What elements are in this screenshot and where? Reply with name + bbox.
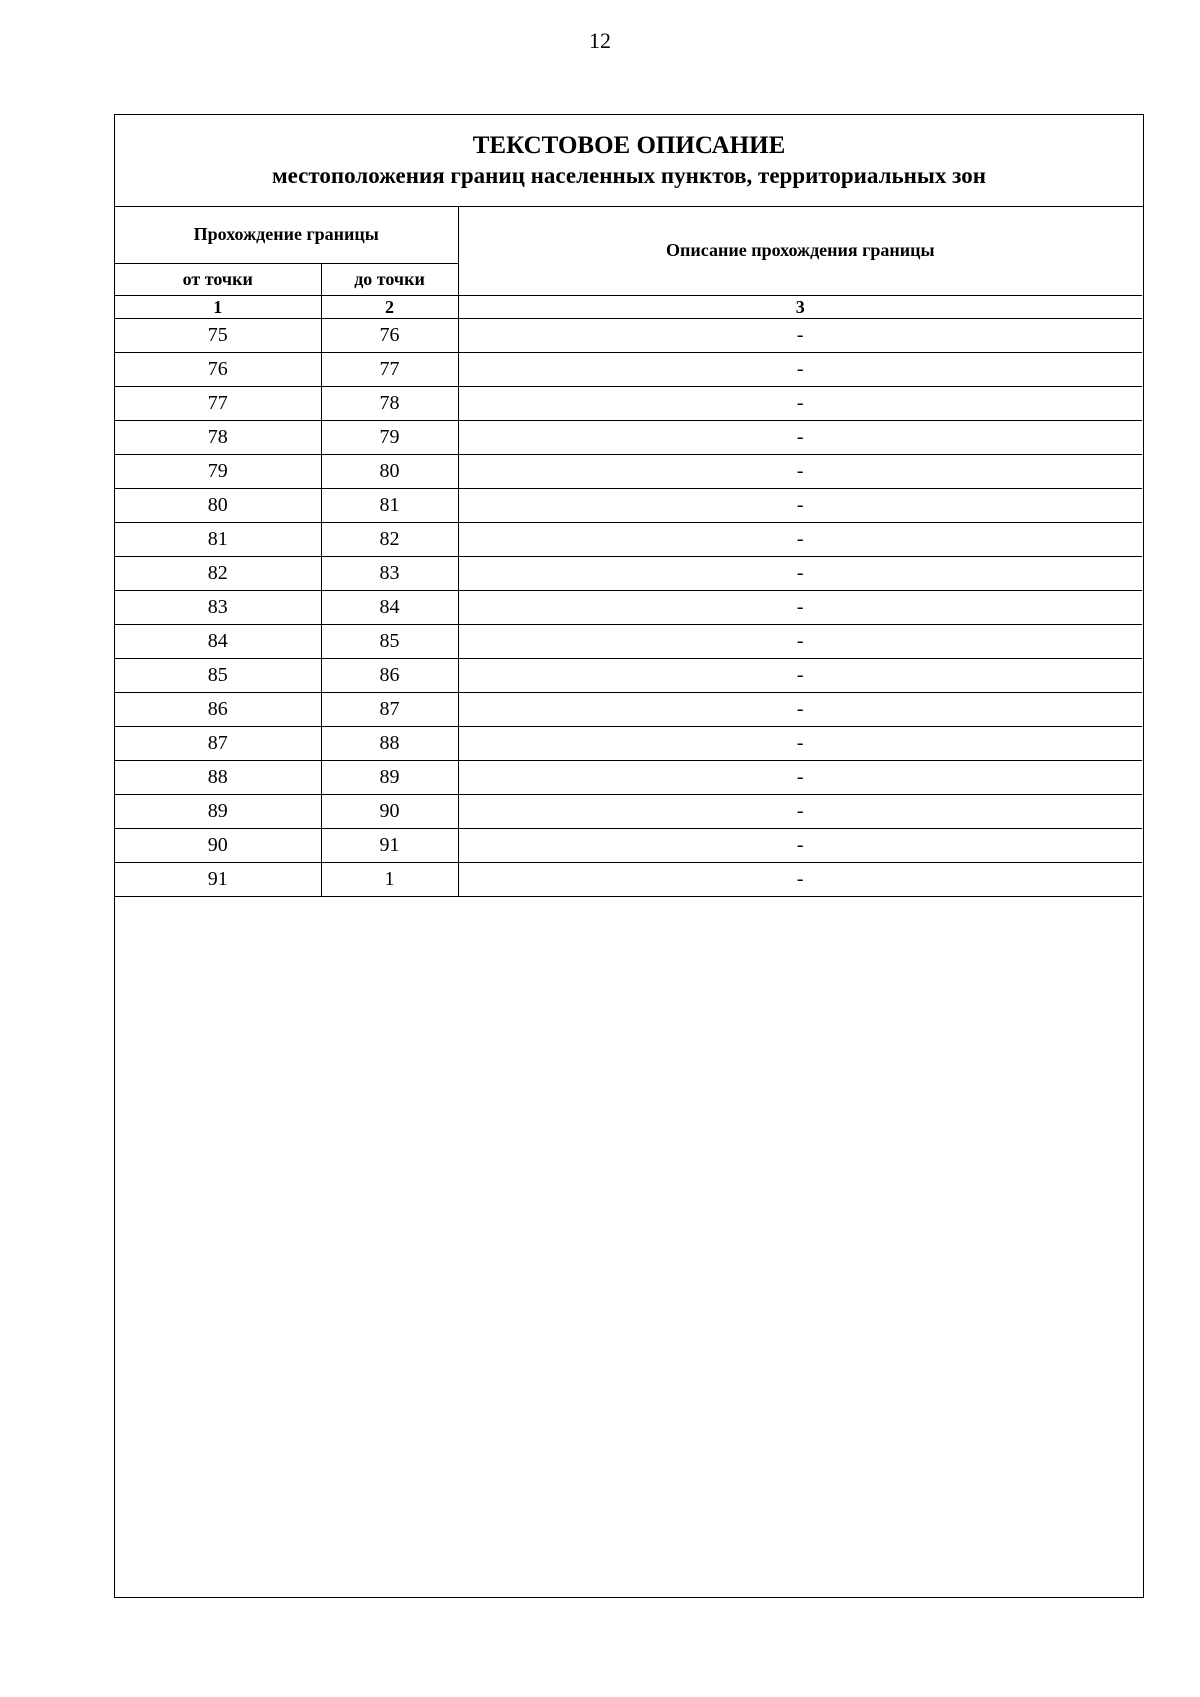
to-point-cell: 78 (321, 386, 458, 420)
table-row (115, 624, 1142, 658)
from-point-cell: 89 (115, 794, 321, 828)
from-point-cell: 88 (115, 760, 321, 794)
description-cell: - (458, 624, 1142, 658)
description-cell: - (458, 488, 1142, 522)
from-point-cell: 86 (115, 692, 321, 726)
description-cell: - (458, 658, 1142, 692)
from-point-cell: 79 (115, 454, 321, 488)
table-row (115, 692, 1142, 726)
description-cell: - (458, 454, 1142, 488)
table-body (115, 318, 1142, 896)
from-point-cell: 90 (115, 828, 321, 862)
to-point-cell: 76 (321, 318, 458, 352)
from-point-cell: 83 (115, 590, 321, 624)
table-row (115, 828, 1142, 862)
title-block (115, 115, 1143, 207)
from-point-cell: 82 (115, 556, 321, 590)
description-cell: - (458, 692, 1142, 726)
header-col-number: 2 (321, 295, 458, 318)
description-cell: - (458, 318, 1142, 352)
from-point-cell: 78 (115, 420, 321, 454)
to-point-cell: 89 (321, 760, 458, 794)
header-from-point: от точки (115, 263, 321, 295)
header-col-number: 1 (115, 295, 321, 318)
table-row (115, 590, 1142, 624)
description-cell: - (458, 386, 1142, 420)
from-point-cell: 76 (115, 352, 321, 386)
document-title: ТЕКСТОВОЕ ОПИСАНИЕ (472, 132, 786, 159)
description-cell: - (458, 522, 1142, 556)
table-row (115, 658, 1142, 692)
to-point-cell: 80 (321, 454, 458, 488)
table-row (115, 352, 1142, 386)
to-point-cell: 87 (321, 692, 458, 726)
description-cell: - (458, 420, 1142, 454)
from-point-cell: 91 (115, 862, 321, 896)
boundary-table (115, 207, 1142, 897)
table-row (115, 760, 1142, 794)
from-point-cell: 81 (115, 522, 321, 556)
from-point-cell: 75 (115, 318, 321, 352)
table-row (115, 488, 1142, 522)
description-cell: - (458, 726, 1142, 760)
page-number: 12 (589, 28, 611, 53)
from-point-cell: 84 (115, 624, 321, 658)
table-row (115, 862, 1142, 896)
table-row (115, 522, 1142, 556)
table-row (115, 454, 1142, 488)
table-row (115, 556, 1142, 590)
document-subtitle: местоположения границ населенных пунктов, территориальных зон (272, 163, 986, 188)
description-cell: - (458, 828, 1142, 862)
to-point-cell: 86 (321, 658, 458, 692)
to-point-cell: 90 (321, 794, 458, 828)
to-point-cell: 91 (321, 828, 458, 862)
to-point-cell: 79 (321, 420, 458, 454)
from-point-cell: 80 (115, 488, 321, 522)
from-point-cell: 87 (115, 726, 321, 760)
table-row (115, 420, 1142, 454)
table-row (115, 386, 1142, 420)
to-point-cell: 81 (321, 488, 458, 522)
to-point-cell: 88 (321, 726, 458, 760)
to-point-cell: 82 (321, 522, 458, 556)
header-to-point: до точки (321, 263, 458, 295)
to-point-cell: 84 (321, 590, 458, 624)
from-point-cell: 85 (115, 658, 321, 692)
from-point-cell: 77 (115, 386, 321, 420)
document-frame (114, 114, 1144, 1598)
to-point-cell: 77 (321, 352, 458, 386)
description-cell: - (458, 794, 1142, 828)
to-point-cell: 85 (321, 624, 458, 658)
description-cell: - (458, 590, 1142, 624)
to-point-cell: 1 (321, 862, 458, 896)
description-cell: - (458, 352, 1142, 386)
description-cell: - (458, 760, 1142, 794)
description-cell: - (458, 556, 1142, 590)
header-description: Описание прохождения границы (458, 207, 1142, 295)
table-row (115, 794, 1142, 828)
table-row (115, 726, 1142, 760)
table-row (115, 318, 1142, 352)
description-cell: - (458, 862, 1142, 896)
header-col-number: 3 (458, 295, 1142, 318)
header-boundary-passage: Прохождение границы (115, 207, 458, 263)
to-point-cell: 83 (321, 556, 458, 590)
